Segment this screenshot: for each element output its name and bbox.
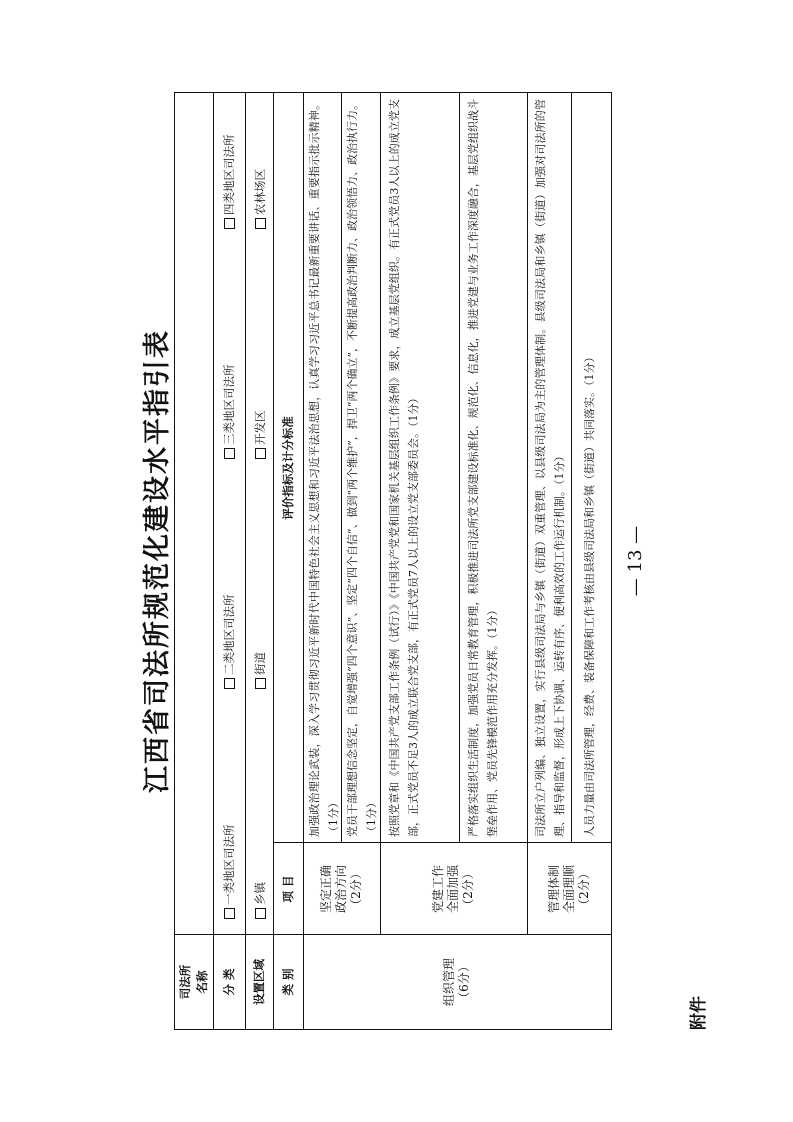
criteria-text: 党员干部理想信念坚定，自觉增强“四个意识”、坚定“四个自信”、做到“两个维护”，捍卫“两个确立”，不断提高政治判断力、政治领悟力、政治执行力。（1分） [346,99,378,837]
region-option-2[interactable] [252,652,268,689]
checkbox-icon [224,448,235,459]
name-label-text: 司法所名称 [178,964,209,1000]
item-cell-1 [303,843,380,935]
category-option-2[interactable] [221,595,237,690]
item-score: （2分） [349,867,363,911]
guideline-table [174,92,612,1030]
checkbox-icon [224,218,235,229]
name-label [175,935,213,1029]
category-option-4[interactable] [221,135,237,230]
category-option-3-label: 三类地区司法所 [222,364,236,445]
item-score: （2分） [461,867,475,911]
type-label: 类 别 [280,968,295,996]
criteria-text: 司法所立户列编、独立设置，实行县级司法局与乡镇（街道）双重管理、以县级司法局为主的管理体制。县级司法局和乡镇（街道）加强对司法所的管理、指导和监督，形成上下协调、运转有序、便利高效的工作运行机制。（1分） [534,99,566,837]
item-name: 管理体制全面理顺 [546,865,576,914]
region-option-1-label: 乡镇 [253,882,267,905]
criteria-text: 人员力量由司法所管理，经费、装备保障和工作考核由县级司法局和乡镇（街道）共同落实。（1分） [583,351,596,837]
item-cell-2 [380,843,527,935]
item-name: 坚定正确政治方向 [319,865,348,914]
item-score: （2分） [576,867,591,911]
region-option-2-label: 街道 [253,652,267,675]
criteria-text: 加强政治理论武装，深入学习贯彻习近平新时代中国特色社会主义思想和习近平法治思想，认真学习习近平总书记最新重要讲话、重要指示批示精神。（1分） [308,99,340,837]
region-option-4[interactable] [252,169,268,229]
group-cell [303,935,611,1029]
category-option-1-label: 一类地区司法所 [222,824,236,905]
region-label: 设置区域 [251,959,266,1005]
criteria-header: 评价指标及计分标准 [280,416,295,520]
item-name: 党建工作全面加强 [431,865,460,914]
checkbox-icon [255,448,266,459]
category-label: 分 类 [221,968,236,996]
checkbox-icon [255,218,266,229]
region-option-1[interactable] [252,882,268,919]
checkbox-icon [255,678,266,689]
region-option-3[interactable] [252,411,268,460]
criteria-text: 严格落实组织生活制度，加强党员日常教育管理，积极推进司法所党支部建设标准化、规范化、信息化，推进党建与业务工作深度融合，基层党组织战斗堡垒作用、党员先锋模范作用充分发挥。（1分） [467,99,499,837]
item-cell-3 [527,843,611,935]
page-number: — 13 — [625,525,646,597]
name-value-field[interactable] [176,94,212,934]
checkbox-icon [224,908,235,919]
item-label: 项 目 [280,875,295,903]
attachment-label: 附件 [689,996,709,1030]
page-title: 江西省司法所规范化建设水平指引表 [142,329,173,793]
criteria-text: 按照党章和《中国共产党支部工作条例（试行）》《中国共产党党和国家机关基层组织工作条例》要求，成立基层党组织。有正式党员3人以上的成立党支部，正式党员不足3人的成立联合党支部，有正式党员7人以上的设立党支部委员会。（1分） [388,99,420,837]
checkbox-icon [255,908,266,919]
category-option-3[interactable] [221,365,237,460]
category-option-4-label: 四类地区司法所 [222,134,236,215]
category-option-1[interactable] [221,825,237,920]
region-option-3-label: 开发区 [253,410,267,445]
category-option-2-label: 二类地区司法所 [222,594,236,675]
group-name: 组织管理 [442,958,456,1007]
region-option-4-label: 农林场区 [253,169,267,215]
checkbox-icon [224,678,235,689]
group-score: （6分） [457,960,471,1004]
